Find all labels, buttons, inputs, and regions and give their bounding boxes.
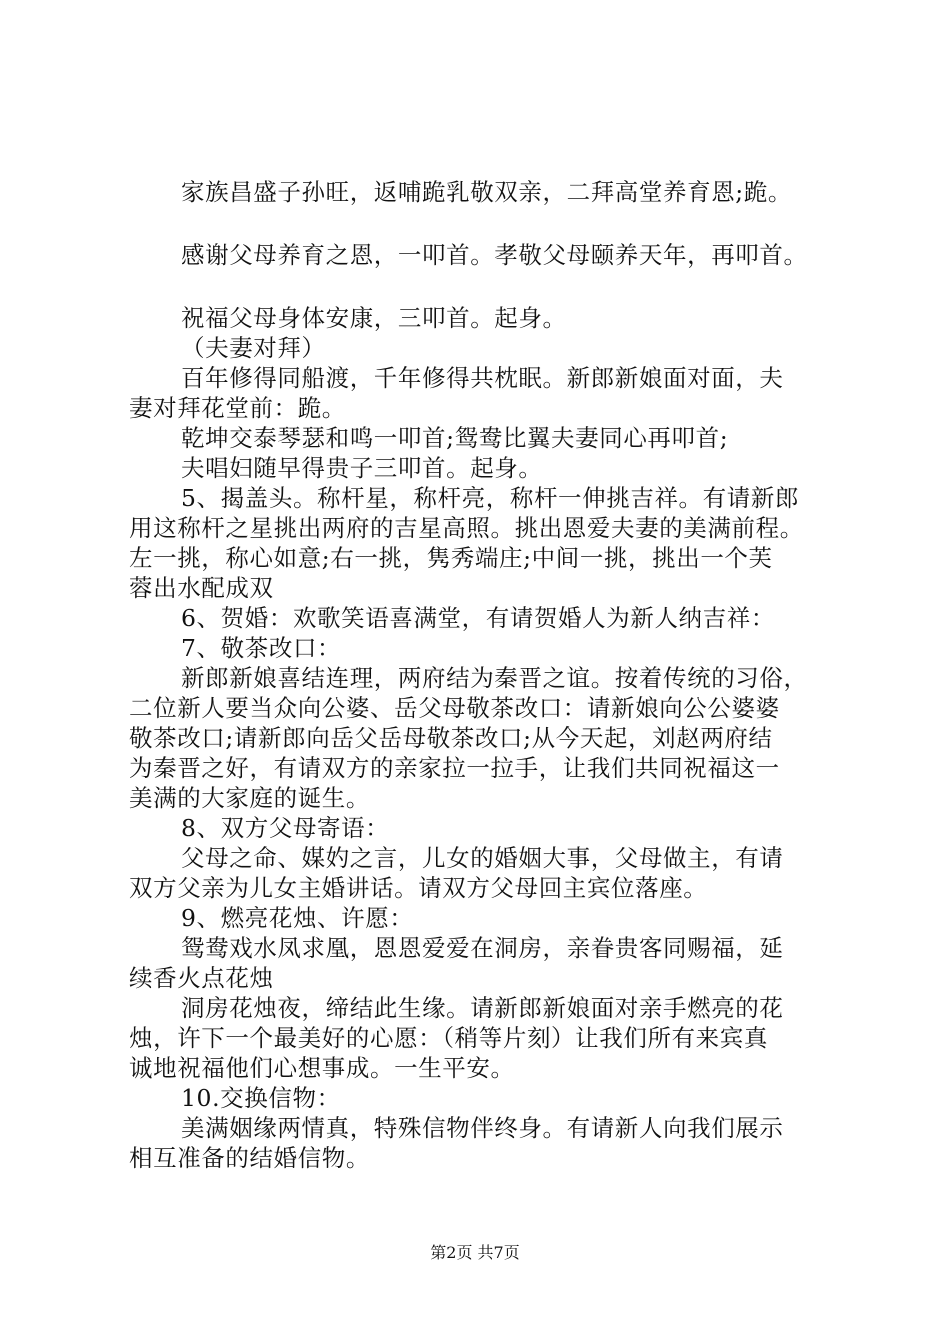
text-line: 家族昌盛子孙旺，返哺跪乳敬双亲，二拜高堂养育恩;跪。 bbox=[181, 178, 793, 206]
text-line: 左一挑，称心如意;右一挑，隽秀端庄;中间一挑，挑出一个芙 bbox=[129, 544, 773, 572]
text-line: 9、燃亮花烛、许愿： bbox=[181, 904, 414, 932]
text-line: 相互准备的结婚信物。 bbox=[129, 1144, 370, 1172]
text-line: 8、双方父母寄语： bbox=[181, 814, 390, 842]
text-line: 6、贺婚：欢歌笑语喜满堂，有请贺婚人为新人纳吉祥： bbox=[181, 604, 775, 632]
text-line: 双方父亲为儿女主婚讲话。请双方父母回主宾位落座。 bbox=[129, 874, 708, 902]
text-line: 烛，许下一个最美好的心愿：（稍等片刻）让我们所有来宾真 bbox=[129, 1024, 768, 1052]
text-line: 5、揭盖头。称杆星，称杆亮，称杆一伸挑吉祥。有请新郎 bbox=[181, 484, 800, 512]
text-line: 敬茶改口;请新郎向岳父岳母敬茶改口;从今天起，刘赵两府结 bbox=[129, 724, 773, 752]
text-line: 蓉出水配成双 bbox=[129, 574, 274, 602]
text-line: 百年修得同船渡，千年修得共枕眠。新郎新娘面对面，夫 bbox=[181, 364, 784, 392]
text-line: 鸳鸯戏水凤求凰，恩恩爱爱在洞房，亲眷贵客同赐福，延 bbox=[181, 934, 784, 962]
text-line: 续香火点花烛 bbox=[129, 964, 274, 992]
text-line: 用这称杆之星挑出两府的吉星高照。挑出恩爱夫妻的美满前程。 bbox=[129, 514, 804, 542]
text-line: 父母之命、媒妁之言，儿女的婚姻大事，父母做主，有请 bbox=[181, 844, 784, 872]
text-line: 10.交换信物： bbox=[181, 1084, 341, 1112]
text-line: 美满的大家庭的诞生。 bbox=[129, 784, 370, 812]
text-line: 乾坤交泰琴瑟和鸣一叩首;鸳鸯比翼夫妻同心再叩首; bbox=[181, 424, 729, 452]
text-line: 为秦晋之好，有请双方的亲家拉一拉手，让我们共同祝福这一 bbox=[129, 754, 780, 782]
text-line: 妻对拜花堂前：跪。 bbox=[129, 394, 346, 422]
text-line: 洞房花烛夜，缔结此生缘。请新郎新娘面对亲手燃亮的花 bbox=[181, 994, 784, 1022]
text-line: 新郎新娘喜结连理，两府结为秦晋之谊。按着传统的习俗， bbox=[181, 664, 808, 692]
text-line: 二位新人要当众向公婆、岳父母敬茶改口：请新娘向公公婆婆 bbox=[129, 694, 780, 722]
text-line: 美满姻缘两情真，特殊信物伴终身。有请新人向我们展示 bbox=[181, 1114, 784, 1142]
page-number-footer: 第2页 共7页 bbox=[430, 1243, 520, 1262]
text-line: 7、敬茶改口： bbox=[181, 634, 342, 662]
text-line: 感谢父母养育之恩，一叩首。孝敬父母颐养天年，再叩首。 bbox=[181, 241, 808, 269]
text-line: （夫妻对拜） bbox=[181, 334, 326, 362]
text-line: 诚地祝福他们心想事成。一生平安。 bbox=[129, 1054, 515, 1082]
text-line: 祝福父母身体安康，三叩首。起身。 bbox=[181, 304, 567, 332]
text-line: 夫唱妇随早得贵子三叩首。起身。 bbox=[181, 454, 543, 482]
